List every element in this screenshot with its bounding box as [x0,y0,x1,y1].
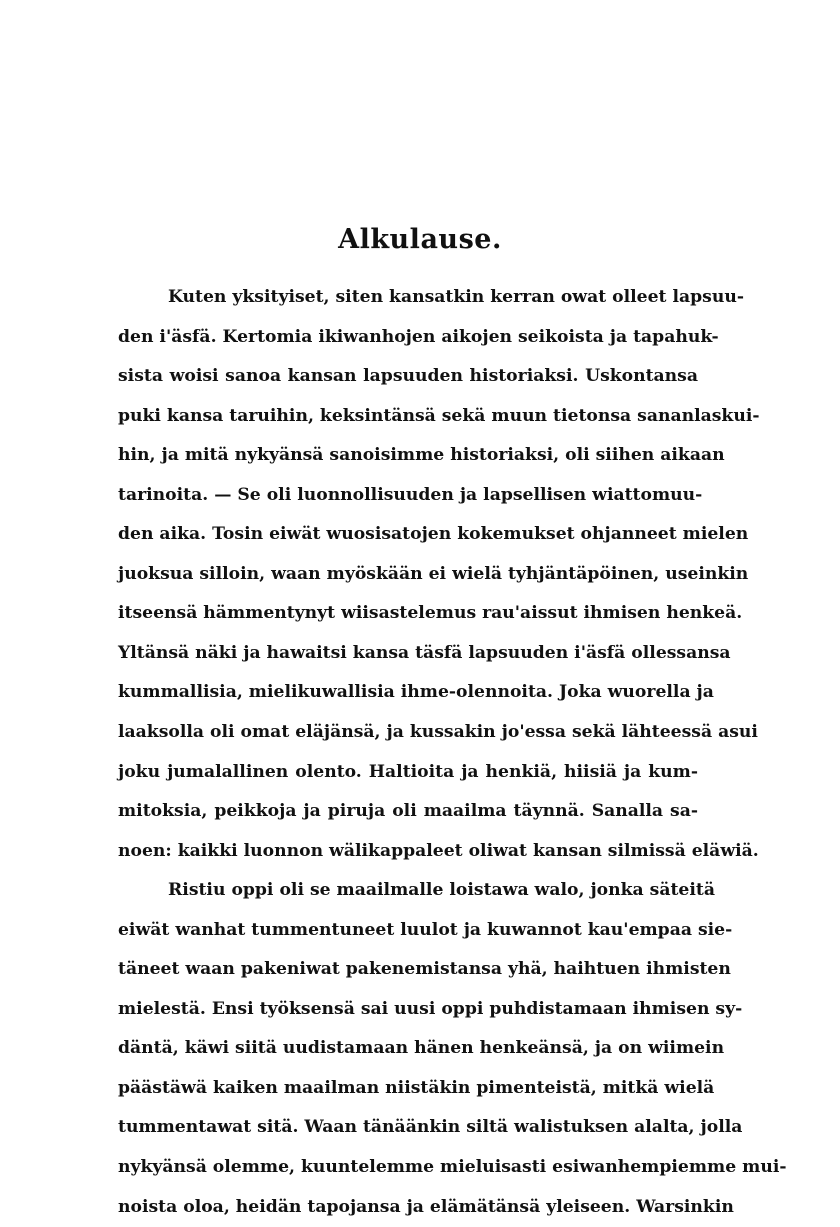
text-line: tummentawat sitä. Waan tänäänkin siltä walistuksen alalta, jolla [118,1117,743,1138]
text-line: itseensä hämmentynyt wiisastelemus rau'aissut ihmisen henkeä. [118,603,743,624]
text-line: däntä, käwi siitä uudistamaan hänen henkeänsä, ja on wiimein [118,1038,725,1059]
body-text [118,278,787,1227]
text-line: tarinoita. — Se oli luonnollisuuden ja lapsellisen wiattomuu- [118,484,703,505]
text-line: eiwät wanhat tummentuneet luulot ja kuwannot kau'empaa sie- [118,919,733,940]
text-line: hin, ja mitä nykyänsä sanoisimme historiaksi, oli siihen aikaan [118,445,725,466]
text-line: noista oloa, heidän tapojansa ja elämätänsä yleiseen. Warsinkin [118,1196,734,1217]
page-title: Alkulause. [338,224,502,255]
text-line: kummallisia, mielikuwallisia ihme-olennoita. Joka wuorella ja [118,682,714,703]
text-line: laaksolla oli omat eläjänsä, ja kussakin jo'essa sekä lähteessä asui [118,722,758,743]
text-line: Ristiu oppi oli se maailmalle loistawa walo, jonka säteitä [168,880,715,901]
text-line: joku jumalallinen olento. Haltioita ja henkiä, hiisiä ja kum- [118,761,698,782]
text-line: mitoksia, peikkoja ja piruja oli maailma täynnä. Sanalla sa- [118,801,698,822]
text-line: Yltänsä näki ja hawaitsi kansa täsfä lapsuuden i'äsfä ollessansa [118,642,731,663]
text-line: puki kansa taruihin, keksintänsä sekä muun tietonsa sananlaskui- [118,405,760,426]
text-line: täneet waan pakeniwat pakenemistansa yhä, haihtuen ihmisten [118,959,731,980]
text-line: den aika. Tosin eiwät wuosisatojen kokemukset ohjanneet mielen [118,524,749,545]
text-line: nykyänsä olemme, kuuntelemme mieluisasti esiwanhempiemme mui- [118,1157,787,1178]
text-line: noen: kaikki luonnon wälikappaleet oliwat kansan silmissä eläwiä. [118,840,759,861]
text-line: juoksua silloin, waan myöskään ei wielä tyhjäntäpöinen, useinkin [118,563,749,584]
text-line: sista woisi sanoa kansan lapsuuden historiaksi. Uskontansa [118,366,698,387]
text-line: den i'äsfä. Kertomia ikiwanhojen aikojen seikoista ja tapahuk- [118,326,719,347]
text-line: Kuten yksityiset, siten kansatkin kerran owat olleet lapsuu- [168,287,744,307]
text-line: päästäwä kaiken maailman niistäkin pimenteistä, mitkä wielä [118,1077,715,1098]
text-line: mielestä. Ensi työksensä sai uusi oppi puhdistamaan ihmisen sy- [118,998,743,1019]
